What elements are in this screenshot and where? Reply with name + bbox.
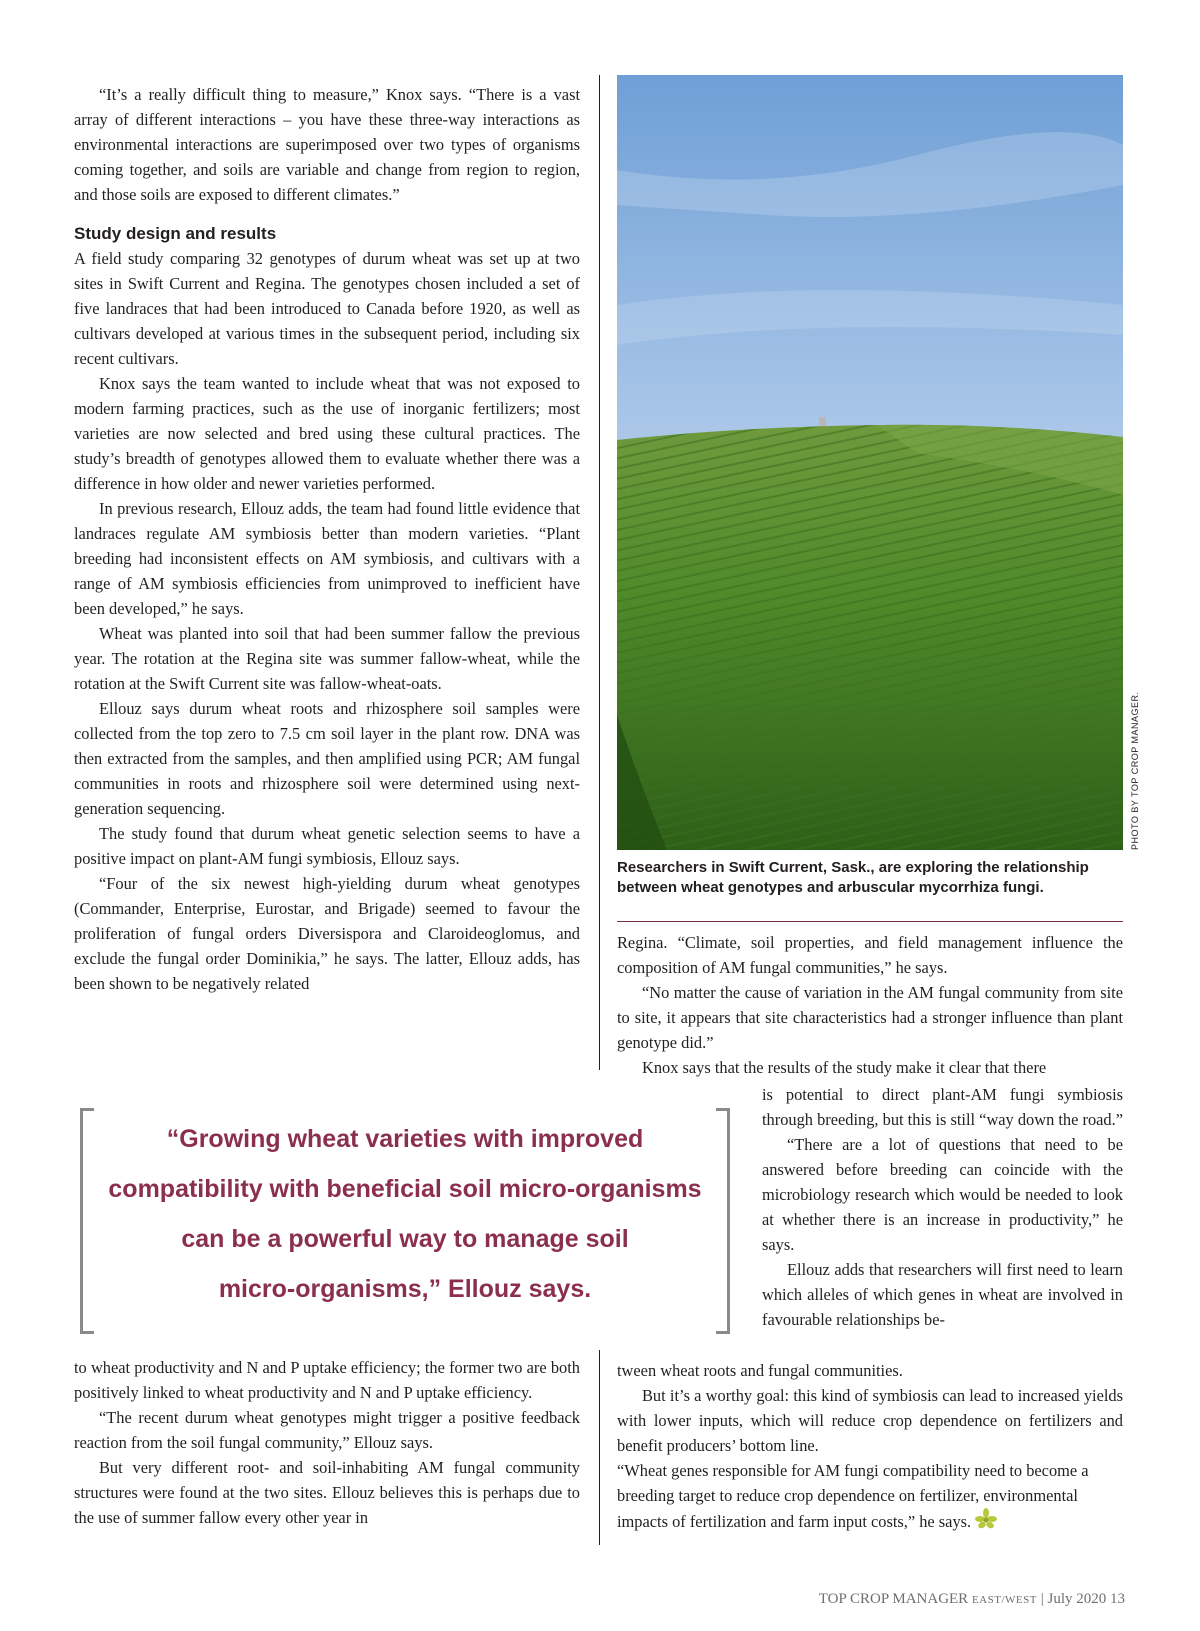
caption-divider bbox=[617, 921, 1123, 922]
pull-quote-line: “Growing wheat varieties with improved bbox=[166, 1125, 644, 1153]
body-paragraph: Knox says the team wanted to include wheat that was not exposed to modern farming practices, such as the use of inorganic fertilizers; most varieties are now selected and bred using these cultural practices. The study’s breadth of genotypes allowed them to evaluate whether there was a difference in how older and newer varieties performed. bbox=[74, 374, 580, 493]
wheat-field-photo bbox=[617, 75, 1123, 850]
column-divider bbox=[599, 75, 600, 1070]
pull-quote-line: micro-organisms,” Ellouz says. bbox=[218, 1275, 592, 1303]
body-paragraph: Regina. “Climate, soil properties, and field management influence the composition of AM fungal communities,” he says. bbox=[617, 933, 1123, 977]
photo-credit: PHOTO BY TOP CROP MANAGER. bbox=[1130, 691, 1140, 850]
body-paragraph: A field study comparing 32 genotypes of durum wheat was set up at two sites in Swift Current and Regina. The genotypes chosen included a set of five landraces that had been introduced to Canada before 1920, as well as cultivars developed at various times in the subsequent period, including six recent cultivars. bbox=[74, 249, 580, 368]
body-paragraph: tween wheat roots and fungal communities. bbox=[617, 1361, 903, 1380]
body-paragraph: The study found that durum wheat genetic selection seems to have a positive impact on plant-AM fungi symbiosis, Ellouz says. bbox=[74, 824, 580, 868]
wheat-field-illustration bbox=[617, 75, 1123, 850]
body-paragraph: “There are a lot of questions that need to be answered before breeding can coincide with the microbiology research which would be needed to look at whether there is an increase in productivity,” he says. bbox=[762, 1135, 1123, 1254]
wheat-leaf-icon bbox=[975, 1508, 997, 1535]
footer-divider: | bbox=[1040, 1591, 1044, 1607]
left-column-bottom bbox=[74, 1355, 580, 1530]
pull-quote-line: can be a powerful way to manage soil bbox=[181, 1225, 629, 1253]
pull-quote-text bbox=[98, 1114, 712, 1314]
left-bracket bbox=[80, 1108, 94, 1334]
body-paragraph: Knox says that the results of the study make it clear that there bbox=[642, 1058, 1047, 1077]
pull-quote-line: compatibility with beneficial soil micro-organisms bbox=[108, 1175, 702, 1203]
edition-east: EAST bbox=[971, 1594, 1002, 1606]
left-column-top bbox=[74, 82, 580, 996]
body-paragraph: Ellouz adds that researchers will first need to learn which alleles of which genes in wheat are involved in favourable relationships be- bbox=[762, 1260, 1123, 1329]
body-paragraph: But very different root- and soil-inhabiting AM fungal community structures were found at the two sites. Ellouz believes this is perhaps due to the use of summer fallow every other year in bbox=[74, 1458, 580, 1527]
edition-separator: / bbox=[1001, 1594, 1006, 1606]
body-paragraph: But it’s a worthy goal: this kind of symbiosis can lead to increased yields with lower inputs, which will reduce crop dependence on fertilizers and benefit producers’ bottom line. bbox=[617, 1386, 1123, 1455]
section-heading: Study design and results bbox=[74, 224, 277, 243]
body-paragraph: “No matter the cause of variation in the AM fungal community from site to site, it appears that site characteristics had a stronger influence than plant genotype did.” bbox=[617, 983, 1123, 1052]
body-paragraph: to wheat productivity and N and P uptake efficiency; the former two are both positively linked to wheat productivity and N and P uptake efficiency. bbox=[74, 1358, 580, 1402]
body-paragraph: “Four of the six newest high-yielding durum wheat genotypes (Commander, Enterprise, Eurostar, and Brigade) seemed to favour the proliferation of fungal orders Diversispora and Claroideoglomus, and exclude the fungal order Dominikia,” he says. The latter, Ellouz adds, has been shown to be negatively related bbox=[74, 874, 580, 993]
right-column-narrow bbox=[762, 1082, 1123, 1332]
body-paragraph: In previous research, Ellouz adds, the team had found little evidence that landraces regulate AM symbiosis better than modern varieties. “Plant breeding had inconsistent effects on AM symbiosis, and cultivars with a range of AM symbiosis efficiencies from unimproved to inefficient have been developed,” he says. bbox=[74, 499, 580, 618]
body-paragraph: “The recent durum wheat genotypes might trigger a positive feedback reaction from the soil fungal community,” Ellouz says. bbox=[74, 1408, 580, 1452]
column-divider bbox=[599, 1350, 600, 1545]
page-footer bbox=[819, 1591, 1125, 1608]
body-paragraph: “It’s a really difficult thing to measure,” Knox says. “There is a vast array of different interactions – you have these three-way interactions as environmental interactions are superimposed over two types of organisms coming together, and soils are variable and change from region to region, and those soils are exposed to different climates.” bbox=[74, 85, 580, 204]
body-paragraph: is potential to direct plant-AM fungi symbiosis through breeding, but this is still “way down the road.” bbox=[762, 1085, 1123, 1129]
edition-west: WEST bbox=[1005, 1594, 1037, 1606]
right-bracket bbox=[716, 1108, 730, 1334]
right-column-bottom bbox=[617, 1358, 1123, 1535]
body-paragraph: “Wheat genes responsible for AM fungi compatibility need to become a breeding target to reduce crop dependence on fertilizer, environmental impacts of fertilization and farm input costs,” he says. bbox=[617, 1461, 1089, 1531]
body-paragraph: Ellouz says durum wheat roots and rhizosphere soil samples were collected from the top zero to 7.5 cm soil layer in the plant row. DNA was then extracted from the samples, and then amplified using PCR; AM fungal communities in roots and rhizosphere soil were determined using next-generation sequencing. bbox=[74, 699, 580, 818]
body-paragraph: Wheat was planted into soil that had been summer fallow the previous year. The rotation at the Regina site was summer fallow-wheat, while the rotation at the Swift Current site was fallow-wheat-oats. bbox=[74, 624, 580, 693]
magazine-name: TOP CROP MANAGER bbox=[818, 1591, 969, 1607]
right-column-top bbox=[617, 930, 1123, 1080]
photo-caption: Researchers in Swift Current, Sask., are exploring the relationship between wheat genotypes and arbuscular mycorrhiza fungi. bbox=[617, 859, 1089, 896]
page-number: 13 bbox=[1110, 1591, 1125, 1607]
issue-date: July 2020 bbox=[1047, 1591, 1107, 1607]
pull-quote bbox=[80, 1108, 730, 1334]
